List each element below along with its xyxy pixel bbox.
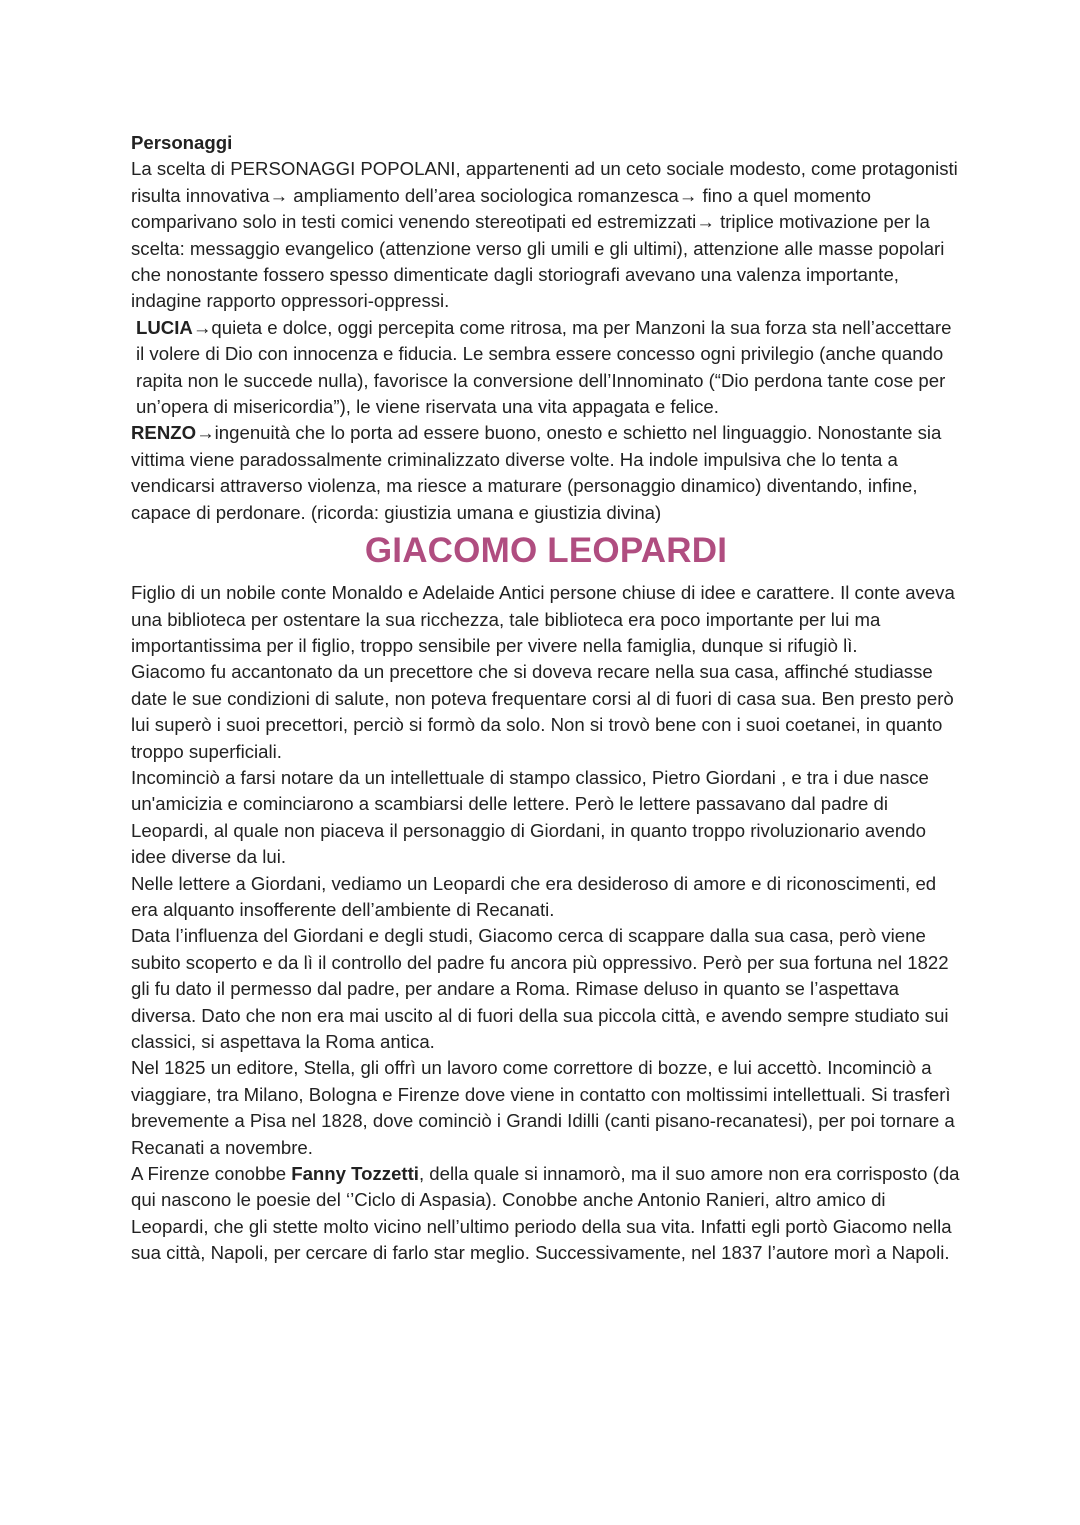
renzo-name: RENZO <box>131 422 197 444</box>
fanny-tozzetti-name: Fanny Tozzetti <box>291 1163 419 1185</box>
leopardi-paragraph-family: Figlio di un nobile conte Monaldo e Adelaide Antici persone chiuse di idee e carattere. Il conte aveva una biblioteca per ostentare la sua ricchezza, tale biblioteca era poco importante per lui ma importantissima per il figlio, troppo sensibile per vivere nella famiglia, dunque si rifugiò lì. <box>131 582 955 656</box>
section-heading-personaggi: Personaggi <box>131 132 233 153</box>
florence-text-after: , della quale si innamorò, ma il suo amore non era corrisposto (da qui nascono le poesie del ‘’Ciclo di Aspasia). Conobbe anche Antonio Ranieri, altro amico di Leopardi, che gli stette molto vicino nell’ultimo periodo della sua vita. Infatti egli portò Giacomo nella sua città, Napoli, per cercare di farlo star meglio. Successivamente, nel 1837 l’autore morì a Napoli. <box>131 1163 960 1264</box>
lucia-description: →quieta e dolce, oggi percepita come ritrosa, ma per Manzoni la sua forza sta nell’accettare il volere di Dio con innocenza e fiducia. Le sembra essere concesso ogni privilegio (anche quando rapita non le succede nulla), favorisce la conversione dell’Innominato (“Dio perdona tante cose per un’opera di misericordia”), le viene riservata una vita appagata e felice. <box>136 316 952 418</box>
leopardi-paragraph-travels: Nel 1825 un editore, Stella, gli offrì un lavoro come correttore di bozze, e lui accettò. Incominciò a viaggiare, tra Milano, Bologna e Firenze dove viene in contatto con moltissimi intellettuali. Si trasferì brevemente a Pisa nel 1828, dove cominciò i Grandi Idilli (canti pisano-recanatesi), per poi tornare a Recanati a novembre. <box>131 1057 955 1158</box>
lucia-paragraph <box>131 315 961 421</box>
leopardi-paragraph-florence <box>131 1161 961 1267</box>
leopardi-paragraph-letters: Nelle lettere a Giordani, vediamo un Leopardi che era desideroso di amore e di riconoscimenti, ed era alquanto insofferente dell’ambiente di Recanati. <box>131 872 937 920</box>
personaggi-intro-paragraph: La scelta di PERSONAGGI POPOLANI, appartenenti ad un ceto sociale modesto, come protagonisti risulta innovativa→ ampliamento dell’area sociologica romanzesca→ fino a quel momento comparivano solo in testi comici venendo stereotipati ed estremizzati→ triplice motivazione per la scelta: messaggio evangelico (attenzione verso gli umili e gli ultimi), attenzione alle masse popolari che nonostante fossero spesso dimenticate dagli storiografi avevano una valenza importante, indagine rapporto oppressori-oppressi. <box>131 158 958 312</box>
leopardi-paragraph-rome: Data l’influenza del Giordani e degli studi, Giacomo cerca di scappare dalla sua casa, però viene subito scoperto e da lì il controllo del padre fu ancora più oppressivo. Però per sua fortuna nel 1822 gli fu dato il permesso dal padre, per andare a Roma. Rimase deluso in quanto se l’aspettava diversa. Dato che non era mai uscito al di fuori della sua piccola città, e avendo sempre studiato sui classici, si aspettava la Roma antica. <box>131 925 949 1052</box>
renzo-description: →ingenuità che lo porta ad essere buono, onesto e schietto nel linguaggio. Nonostante sia vittima viene paradossalmente criminalizzato diverse volte. Ha indole impulsiva che lo tenta a vendicarsi attraverso violenza, ma riesce a maturare (personaggio dinamico) diventando, infine, capace di perdonare. (ricorda: giustizia umana e giustizia divina) <box>131 422 942 523</box>
renzo-paragraph <box>131 420 961 526</box>
document-page <box>131 130 961 1267</box>
lucia-name: LUCIA <box>136 316 193 338</box>
leopardi-paragraph-education: Giacomo fu accantonato da un precettore che si doveva recare nella sua casa, affinché studiasse date le sue condizioni di salute, non poteva frequentare corsi al di fuori di casa sua. Ben presto però lui superò i suoi precettori, perciò si formò da solo. Non si trovò bene con i suoi coetanei, in quanto troppo superficiali. <box>131 661 954 762</box>
section-title-leopardi: GIACOMO LEOPARDI <box>364 531 728 571</box>
florence-text-before: A Firenze conobbe <box>131 1163 292 1185</box>
leopardi-paragraph-giordani: Incominciò a farsi notare da un intellettuale di stampo classico, Pietro Giordani , e tra i due nasce un'amicizia e cominciarono a scambiarsi delle lettere. Però le lettere passavano dal padre di Leopardi, al quale non piaceva il personaggio di Giordani, in quanto troppo rivoluzionario avendo idee diverse da lui. <box>131 766 929 868</box>
